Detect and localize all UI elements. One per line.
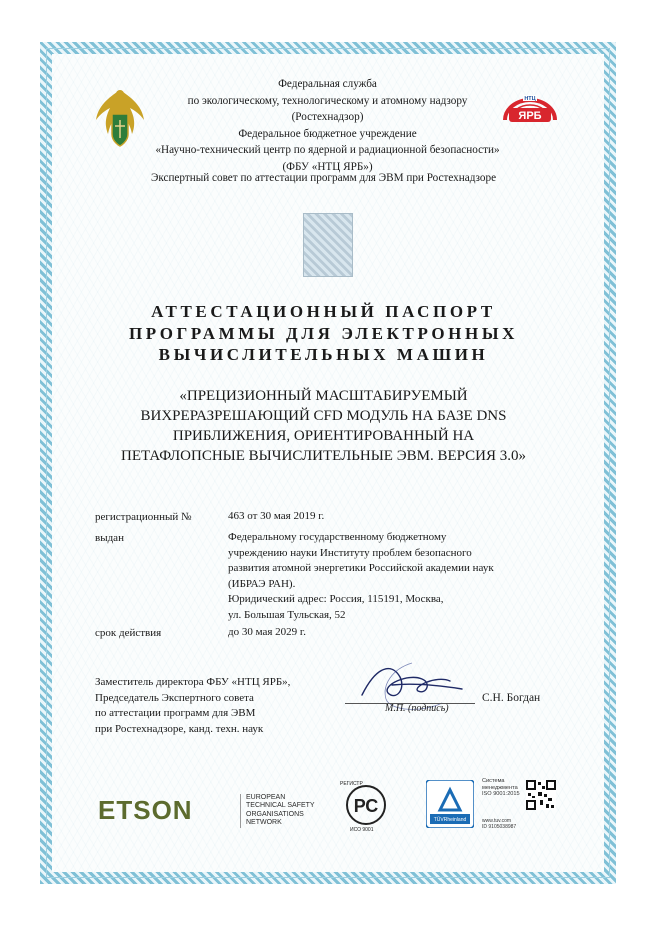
svg-text:ETSON: ETSON [98,796,193,824]
tuv-url-line: www.tuv.com [482,818,512,824]
tuv-line: менеджмента [482,784,518,791]
signer-name: С.Н. Богдан [482,692,541,704]
issued-line: Юридический адрес: Россия, 115191, Москва, [228,593,444,606]
svg-text:TÜVRheinland: TÜVRheinland [433,817,467,823]
document-title [60,301,587,366]
issued-line: Федеральному государственному бюджетному [228,531,447,543]
issued-to [228,530,494,624]
header-line: (Ростехнадзор) [291,111,364,124]
program-line: «ПРЕЦИЗИОННЫЙ МАСШТАБИРУЕМЫЙ [179,388,468,404]
header-line: «Научно-технический центр по ядерной и радиационной безопасности» [155,144,500,157]
etson-line: EUROPEAN [246,794,286,801]
tuv-rheinland-logo [426,780,474,828]
expert-council-line: Экспертный совет по аттестации программ для ЭВМ при Ростехнадзоре [150,172,497,184]
seal-signature-caption: М.П. (подпись) [385,703,449,714]
svg-text:РС: РС [353,796,379,816]
header-line: Федеральная служба [278,78,377,90]
registration-label: регистрационный № [95,511,192,523]
title-line: ВЫЧИСЛИТЕЛЬНЫХ МАШИН [158,345,489,364]
ntc-yarb-logo [497,90,563,132]
etson-caption [240,794,315,828]
etson-line: TECHNICAL SAFETY [246,802,315,810]
hologram-sticker [303,213,353,277]
issued-label: выдан [95,532,124,544]
header-line: по экологическому, технологическому и атомному надзору [187,94,468,107]
position-line: по аттестации программ для ЭВМ [95,707,256,720]
etson-line: ORGANISATIONS [246,810,304,818]
issued-line: (ИБРАЭ РАН). [228,577,296,590]
tuv-url-line: ID 9105038987 [482,824,517,830]
position-line: Председатель Экспертного совета [95,691,254,704]
logo-badge: НТЦ [524,96,536,102]
validity-value: до 30 мая 2029 г. [228,626,306,638]
issued-line: учреждению науки Институту проблем безопасного [228,546,472,559]
issued-line: ул. Большая Тульская, 52 [228,608,346,621]
tuv-line: ISO 9001:2015 [482,791,520,798]
program-line: ПЕТАФЛОПСНЫЕ ВЫЧИСЛИТЕЛЬНЫЕ ЭВМ. ВЕРСИЯ 3.0» [120,448,526,464]
position-line: при Ростехнадзоре, канд. техн. наук [95,722,264,735]
validity-label: срок действия [95,627,162,639]
tuv-url [482,818,516,830]
header-line: (ФБУ «НТЦ ЯРБ») [282,160,373,173]
logo-name: ЯРБ [518,110,542,122]
tuv-line: Система [482,778,505,784]
tuv-caption [482,778,520,798]
issuer-header [150,76,505,176]
gost-caption-bottom: ИСО 9001 [350,827,374,833]
qr-code-icon [526,780,556,810]
gost-certification-icon [344,783,388,827]
program-line: ПРИБЛИЖЕНИЯ, ОРИЕНТИРОВАННЫЙ НА [172,428,475,444]
program-line: ВИХРЕРАЗРЕШАЮЩИЙ CFD МОДУЛЬ НА БАЗЕ DNS [140,408,507,424]
title-line: ПРОГРАММЫ ДЛЯ ЭЛЕКТРОННЫХ [128,323,518,343]
signatory-position [95,675,290,737]
rostekhnadzor-emblem-icon [90,84,150,152]
header-line: Федеральное бюджетное учреждение [238,127,417,140]
program-name [60,386,587,466]
title-line: АТТЕСТАЦИОННЫЙ ПАСПОРТ [151,302,496,321]
etson-logo [98,796,228,824]
position-line: Заместитель директора ФБУ «НТЦ ЯРБ», [95,676,291,688]
registration-value: 463 от 30 мая 2019 г. [228,510,325,522]
issued-line: развития атомной энергетики Российской академии наук [228,562,494,575]
gost-caption-top: РЕГИСТР [340,781,363,787]
etson-line: NETWORK [246,819,282,827]
